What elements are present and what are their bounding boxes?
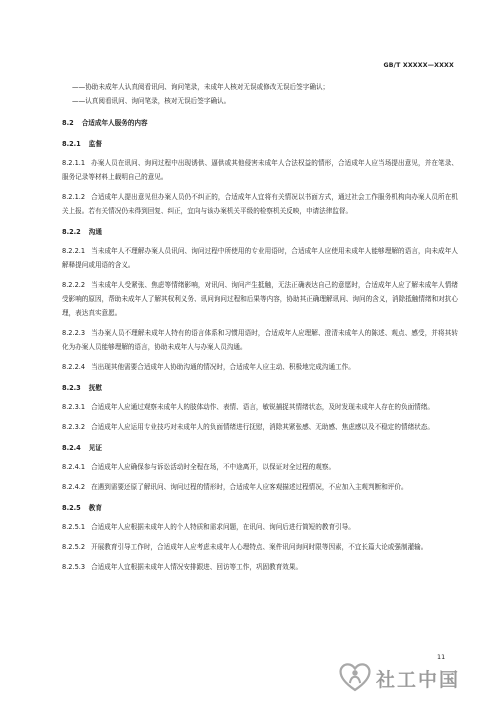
subsection-heading-education [62, 501, 458, 515]
clause-number: 8.2.3.1 [62, 403, 86, 411]
standard-code: GB/T XXXXX—XXXX [383, 62, 454, 69]
clause-text: 合适成年人提出意见但办案人员仍不纠正的，合适成年人宜将有关情况以书面方式，通过社会工作服务机构向办案人员所在机关上报。若有关情况仍未得到回复、纠正，宜向与该办案机关平级的检察机关反映，申请法律监督。 [62, 193, 458, 215]
clause-number: 8.2.4.1 [62, 463, 86, 471]
clause-text: 开展教育引导工作时，合适成年人应考虑未成年人心理特点、案件讯问询问时限等因素，不宜长篇大论或强制灌输。 [91, 543, 428, 551]
clause-8-2-1-2 [62, 190, 458, 218]
clause-number: 8.2.1.2 [62, 193, 86, 201]
clause-text: 合适成年人应通过观察未成年人的肢体动作、表情、语言，敏锐捕捉其情绪状态，及时发现未成年人存在的负面情绪。 [91, 403, 434, 411]
clause-8-2-2-4 [62, 360, 458, 374]
clause-text: 当未成年人不理解办案人员讯问、询问过程中所使用的专业用语时，合适成年人应使用未成年人能够理解的语言，向未成年人解释提问或用语的含义。 [62, 247, 458, 269]
subsection-heading-witness [62, 441, 458, 455]
section-number: 8.2 [62, 119, 74, 127]
clause-text: 合适成年人应根据未成年人的个人特质和需求问题，在讯问、询问后进行简短的教育引导。 [91, 523, 355, 531]
clause-number: 8.2.3.2 [62, 423, 86, 431]
clause-number: 8.2.5.2 [62, 543, 86, 551]
clause-number: 8.2.2.2 [62, 281, 86, 289]
clause-8-2-4-1 [62, 460, 458, 474]
subsection-heading-comfort [62, 381, 458, 395]
subsection-number: 8.2.2 [62, 228, 81, 236]
clause-8-2-2-3 [62, 326, 458, 354]
subsection-title: 教育 [88, 504, 102, 512]
watermark-text: 社工中国 [376, 668, 461, 691]
clause-number: 8.2.1.1 [62, 159, 86, 167]
clause-number: 8.2.4.2 [62, 483, 86, 491]
clause-number: 8.2.2.1 [62, 247, 86, 255]
subsection-heading-communication [62, 225, 458, 239]
subsection-title: 见证 [88, 444, 102, 452]
clause-number: 8.2.2.3 [62, 329, 86, 337]
subsection-heading-monitor [62, 137, 458, 151]
subsection-number: 8.2.1 [62, 140, 81, 148]
clause-text: 在遇到需要还原了解讯问、询问过程的情形时，合适成年人应客观描述过程情况，不应加入主观判断和评价。 [91, 483, 408, 491]
clause-8-2-4-2 [62, 480, 458, 494]
clause-8-2-3-2 [62, 420, 458, 434]
intro-line-1: ——协助未成年人认真阅看讯问、询问笔录，未成年人核对无误或修改无误后签字确认； [72, 83, 330, 91]
clause-number: 8.2.5.1 [62, 523, 86, 531]
subsection-number: 8.2.5 [62, 504, 81, 512]
clause-8-2-2-2 [62, 278, 458, 320]
watermark [338, 658, 488, 698]
page-number: 11 [437, 653, 446, 661]
clause-8-2-5-2 [62, 540, 458, 554]
section-heading [62, 116, 458, 130]
clause-8-2-5-3 [62, 560, 458, 574]
clause-text: 当未成年人受紧张、焦虑等情绪影响，对讯问、询问产生抵触，无法正确表达自己的意愿时，合适成年人应了解未成年人情绪受影响的原因，帮助未成年人了解其权利义务、讯问询问过程和后果等内容，协助其正确理解讯问、询问的含义，消除抵触情绪和对抗心理，表达真实意愿。 [62, 281, 458, 317]
clause-text: 合适成年人应运用专业技巧对未成年人的负面情绪进行抚慰，消除其紧张感、无助感、焦虑感以及不稳定的情绪状态。 [91, 423, 434, 431]
subsection-title: 沟通 [88, 228, 102, 236]
clause-text: 办案人员在讯问、询问过程中出现诱供、逼供或其他侵害未成年人合法权益的情形，合适成年人应当场提出意见，并在笔录、服务记录等材料上载明自己的意见。 [62, 159, 458, 181]
clause-number: 8.2.2.4 [62, 363, 86, 371]
subsection-number: 8.2.4 [62, 444, 81, 452]
clause-text: 合适成年人应确保参与诉讼活动时全程在场，不中途离开，以保证对全过程的观察。 [91, 463, 336, 471]
heart-person-logo-icon [338, 661, 372, 695]
document-body [62, 80, 458, 580]
section-title: 合适成年人服务的内容 [81, 119, 148, 127]
clause-8-2-5-1 [62, 520, 458, 534]
clause-8-2-3-1 [62, 400, 458, 414]
intro-line-2: ——认真阅看讯问、询问笔录，核对无误后签字确认。 [72, 97, 231, 105]
clause-text: 当办案人员不理解未成年人特有的语言体系和习惯用语时，合适成年人应理解、澄清未成年人的陈述、观点、感受，并将其转化为办案人员能够理解的语言，协助未成年人与办案人员沟通。 [62, 329, 458, 351]
subsection-title: 监督 [88, 140, 102, 148]
subsection-number: 8.2.3 [62, 384, 81, 392]
clause-number: 8.2.5.3 [62, 563, 86, 571]
clause-text: 合适成年人宜根据未成年人情况安排跟进、回访等工作，巩固教育效果。 [91, 563, 303, 571]
subsection-title: 抚慰 [88, 384, 102, 392]
clause-8-2-2-1 [62, 244, 458, 272]
clause-8-2-1-1 [62, 156, 458, 184]
clause-text: 当出现其他需要合适成年人协助沟通的情况时，合适成年人应主动、积极地完成沟通工作。 [91, 363, 355, 371]
